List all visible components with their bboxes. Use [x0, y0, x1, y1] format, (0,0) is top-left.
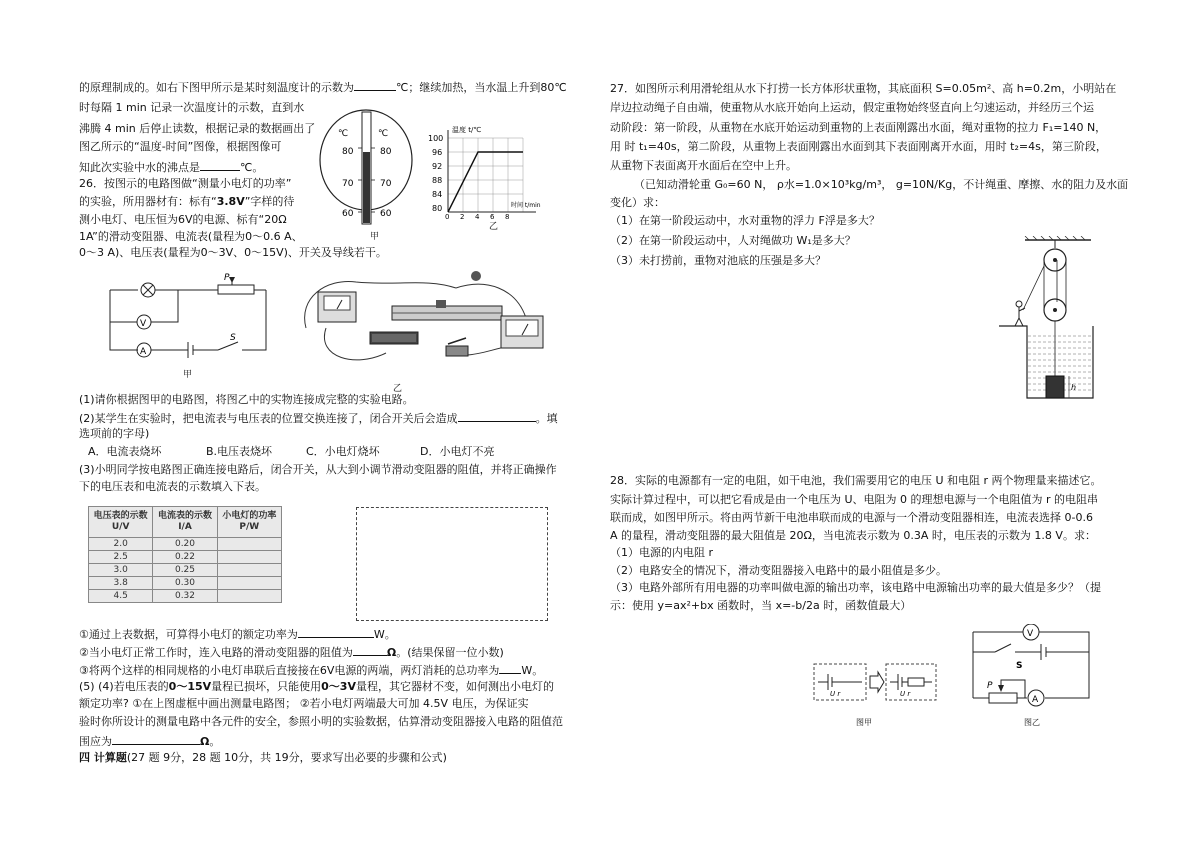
q28-line-1: 28．实际的电源都有一定的电阻，如干电池，我们需要用它的电压 U 和电阻 r 两个物理量来描述它。: [610, 474, 1102, 487]
q27-line-5: 从重物下表面离开水面后在空中上升。: [610, 159, 797, 172]
answer-blank[interactable]: [354, 79, 396, 91]
q28-sub-3-hint: 示：使用 y=ax²+bx 函数时，当 x=-b/2a 时，函数值最大）: [610, 599, 912, 612]
power-cell[interactable]: [217, 577, 281, 590]
y-tick: 96: [432, 148, 443, 157]
table-row: 3.0 0.25: [89, 564, 282, 577]
calc-line-7: 围应为 Ω。: [79, 735, 221, 748]
sub-question-3-cont: 下的电压表和电流表的示数填入下表。: [79, 480, 266, 493]
answer-blank[interactable]: [499, 662, 521, 674]
text-line-2: 时每隔 1 min 记录一次温度计的示数，直到水: [79, 101, 305, 114]
table-row: 2.0 0.20: [89, 538, 282, 551]
circuit-diagram-tu-yi: [965, 624, 1095, 710]
option-d[interactable]: D．小电灯不亮: [420, 445, 495, 458]
q28-sub-2: （2）电路安全的情况下，滑动变阻器接入电路中的最小阻值是多少。: [610, 564, 947, 577]
power-cell[interactable]: [217, 538, 281, 551]
thermo-tick: 80: [342, 147, 354, 157]
table-row: 4.5 0.32: [89, 590, 282, 603]
x-tick: 0: [445, 213, 450, 220]
ammeter-label: A: [140, 347, 147, 357]
option-c[interactable]: C．小电灯烧坏: [306, 445, 380, 458]
temperature-graph: [426, 124, 554, 220]
sub-question-1: (1)请你根据图甲的电路图，将图乙中的实物连接成完整的实验电路。: [79, 393, 414, 406]
apparatus-yi-label: 乙: [393, 384, 403, 394]
fig-jia-caption: 图甲: [856, 718, 872, 727]
table-header: 电流表的示数 I/A: [153, 507, 217, 538]
switch-label: S: [1016, 661, 1023, 671]
x-tick: 8: [505, 213, 510, 220]
table-row: 2.5 0.22: [89, 551, 282, 564]
q27-line-7: 变化）求：: [610, 196, 665, 209]
calc-line-2: ②当小电灯正常工作时，连入电路的滑动变阻器的阻值为 Ω。(结果保留一位小数): [79, 646, 504, 659]
graph-xlabel: 时间 t/min: [511, 202, 541, 209]
x-tick: 4: [475, 213, 480, 220]
table-header: 电压表的示数 U/V: [89, 507, 153, 538]
q26-line-3: 测小电灯、电压恒为6V的电源、标有“20Ω: [79, 213, 287, 226]
power-cell[interactable]: [217, 551, 281, 564]
sub-question-2: (2)某学生在实验时，把电流表与电压表的位置交换连接了，闭合开关后会造成 。填: [79, 412, 558, 425]
thermo-tick: 70: [342, 179, 354, 189]
pulley-tank-figure: [995, 236, 1095, 402]
option-a[interactable]: A．电流表烧坏: [88, 445, 162, 458]
text-line-3: 沸腾 4 min 后停止读数，根据记录的数据画出了: [79, 122, 316, 135]
answer-blank[interactable]: [353, 644, 387, 656]
q27-sub-1: （1）在第一阶段运动中，水对重物的浮力 F浮是多大？: [610, 214, 880, 227]
y-tick: 88: [432, 176, 443, 185]
q27-line-1: 27．如图所示利用滑轮组从水下打捞一长方体形状重物，其底面积 S=0.05m²、高 h=0.2m，小明站在: [610, 82, 1117, 95]
thermo-tick: 70: [380, 179, 392, 189]
q27-line-2: 岸边拉动绳子自由端，使重物从水底开始向上运动，假定重物始终竖直向上匀速运动，并经历三个运: [610, 101, 1094, 114]
calc-line-4: (5) (4)若电压表的0～15V量程已损坏，只能使用0～3V量程，其它器材不变，如何测出小电灯的: [79, 680, 554, 693]
power-cell[interactable]: [217, 564, 281, 577]
q27-line-6: （已知动滑轮重 G₀=60 N， ρ水=1.0×10³kg/m³， g=10N/Kg，不计绳重、摩擦、水的阻力及水面: [634, 178, 1129, 191]
q26-line-2: 的实验，所用器材有：标有“3.8V”字样的待: [79, 195, 295, 208]
fig-yi-caption: 图乙: [1024, 718, 1040, 727]
voltmeter-label: V: [1027, 629, 1034, 639]
thermo-tick: 60: [380, 209, 392, 219]
option-b[interactable]: B.电压表烧坏: [206, 445, 273, 458]
power-cell[interactable]: [217, 590, 281, 603]
ammeter-label: A: [1032, 695, 1039, 705]
table-header: 小电灯的功率 P/W: [217, 507, 281, 538]
calc-line-1: ①通过上表数据，可算得小电灯的额定功率为 W。: [79, 628, 396, 641]
answer-blank[interactable]: [200, 159, 240, 171]
box-label: U r: [900, 690, 911, 698]
circuit-diagram-jia: [98, 272, 278, 370]
sub-question-3: (3)小明同学按电路图正确连接电路后，闭合开关，从大到小调节滑动变阻器的阻值，并将正确操作: [79, 463, 557, 476]
y-tick: 80: [432, 204, 443, 213]
calc-line-3: ③将两个这样的相同规格的小电灯串联后直接接在6V电源的两端，两灯消耗的总功率为 W。: [79, 664, 544, 677]
battery-equivalence-figure: [812, 660, 938, 704]
answer-blank[interactable]: [112, 733, 200, 745]
switch-s-label: S: [230, 333, 236, 343]
calc-line-6: 验时你所设计的测量电路中各元件的安全，参照小明的实验数据，估算滑动变阻器接入电路的阻值范: [79, 715, 563, 728]
height-h-label: h: [1071, 383, 1077, 392]
sub-question-2-cont: 选项前的字母): [79, 427, 150, 440]
q27-line-3: 动阶段：第一阶段，从重物在水底开始运动到重物的上表面刚露出水面，绳对重物的拉力 F₁=140 N，: [610, 121, 1107, 134]
calc-line-5: 额定功率? ①在上图虚框中画出测量电路图； ②若小电灯两端最大可加 4.5V 电压，为保证实: [79, 697, 529, 710]
mercury-column: [363, 152, 370, 223]
q26-line-1: 26．按图示的电路图做“测量小电灯的功率”: [79, 177, 292, 190]
q28-line-3: 联而成，如图甲所示。将由两节新干电池串联而成的电源与一个滑动变阻器相连，电流表选择 0-0.6: [610, 511, 1093, 524]
voltmeter-label: V: [140, 319, 147, 329]
answer-blank[interactable]: [298, 626, 374, 638]
circuit-drawing-box[interactable]: [356, 507, 548, 621]
q26-line-5: 0～3 A)、电压表(量程为0～3V、0～15V)、开关及导线若干。: [79, 246, 387, 259]
data-table: [88, 506, 282, 603]
thermo-figure-label: 甲: [370, 232, 380, 242]
thermometer-figure: [318, 108, 414, 232]
thermo-unit: ℃: [338, 129, 349, 139]
y-tick: 92: [432, 162, 443, 171]
thermo-tick: 80: [380, 147, 392, 157]
apparatus-diagram-yi: [296, 268, 558, 383]
table-row: 3.8 0.30: [89, 577, 282, 590]
answer-blank[interactable]: [458, 410, 536, 422]
slider-p-label: P: [224, 273, 230, 283]
text-line-4: 图乙所示的“温度-时间”图像，根据图像可: [79, 140, 282, 153]
q28-line-2: 实际计算过程中，可以把它看成是由一个电压为 U、电阻为 0 的理想电源与一个电阻值为 r 的电阻串: [610, 493, 1099, 506]
box-label: U r: [830, 690, 841, 698]
text-line-1: 的原理制成的。如右下图甲所示是某时刻温度计的示数为 ℃；继续加热，当水温上升到80℃: [79, 81, 567, 94]
slider-label: P: [987, 681, 993, 691]
section-4-heading: 四 计算题(27 题 9分，28 题 10分，共 19分，要求写出必要的步骤和公式): [79, 751, 447, 764]
graph-figure-label: 乙: [489, 222, 499, 232]
graph-ylabel: 温度 t/℃: [452, 126, 482, 134]
y-tick: 84: [432, 190, 443, 199]
q27-sub-2: （2）在第一阶段运动中，人对绳做功 W₁是多大？: [610, 234, 856, 247]
text-line-5: 知此次实验中水的沸点是 ℃。: [79, 161, 264, 174]
q27-line-4: 用 时 t₁=40s，第二阶段，从重物上表面刚露出水面到其下表面刚离开水面，用时 t₂=4s，第三阶段，: [610, 140, 1107, 153]
q28-line-4: A 的量程，滑动变阻器的最大阻值是 20Ω，当电流表示数为 0.3A 时，电压表的示数为 1.8 V。求：: [610, 529, 1096, 542]
q28-sub-3: （3）电路外部所有用电器的功率叫做电源的输出功率，该电路中电源输出功率的最大值是多少？（提: [610, 581, 1101, 594]
thermo-tick: 60: [342, 209, 354, 219]
q28-sub-1: （1）电源的内电阻 r: [610, 546, 714, 559]
q27-sub-3: （3）未打捞前，重物对池底的压强是多大？: [610, 254, 826, 267]
x-tick: 6: [490, 213, 495, 220]
svg-text:℃: ℃: [378, 129, 389, 139]
circuit-jia-label: 甲: [183, 370, 193, 380]
q26-line-4: 1A”的滑动变阻器、电流表(量程为0～0.6 A、: [79, 230, 303, 243]
x-tick: 2: [460, 213, 465, 220]
y-tick: 100: [428, 134, 444, 143]
